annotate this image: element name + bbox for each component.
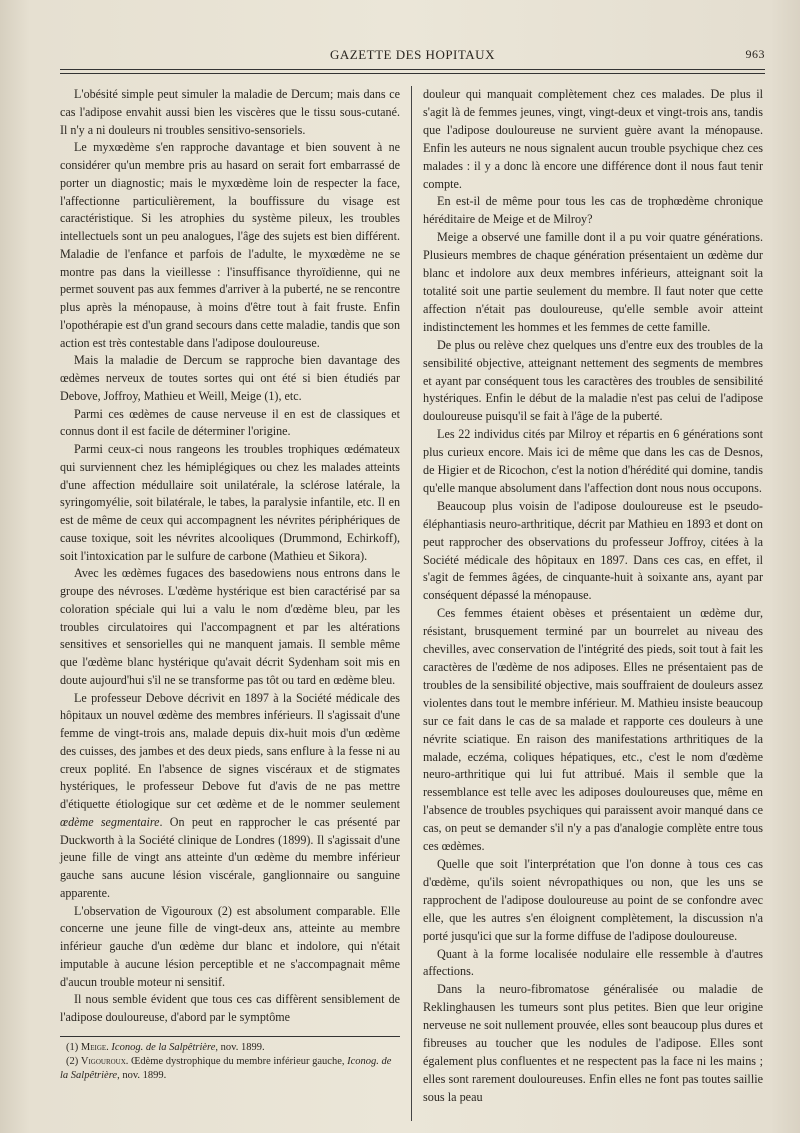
footnote-1 [60,1041,400,1055]
paragraph: Ces femmes étaient obèses et présentaient un œdème dur, résistant, brusquement terminé par un bourrelet au niveau des chevilles, avec conservation de l'intégrité des pieds, soit tout à fait les caractères de l'œdème de nos adiposes. Elles ne présentaient pas de troubles de la sensibilité objective, mais souffraient de douleurs assez violentes dans tout le membre inférieur. M. Mathieu insiste beaucoup sur ce fait dans le cas de sa malade et rapporte ces douleurs à une névrite sciatique. En raison des manifestations arthritiques de la malade, eczéma, coliques hépatiques, etc., c'est le nom d'œdème neuro-arthritique qui lui fut attribué. Mais il semble que la ressemblance est telle avec les adiposes douloureuses que, même en l'absence de troubles psychiques qui paraissent avoir manqué dans ce cas, on peut se demander s'il n'y a pas d'analogie complète entre tous ces œdèmes. [423,606,763,854]
footnote-author: Vigouroux. [80,1056,129,1067]
paragraph: En est-il de même pour tous les cas de trophœdème chronique héréditaire de Meige et de Milroy? [423,194,763,227]
footnote-text: Œdème dystrophique du membre inférieur gauche, [131,1056,345,1067]
paragraph: Quant à la forme localisée nodulaire elle ressemble à d'autres affections. [423,946,763,979]
footnotes [60,1041,400,1083]
column-divider [411,86,412,1121]
right-column [423,86,763,1107]
footnote-title: Iconog. de la Salpêtrière [111,1042,216,1053]
paragraph: Parmi ceux-ci nous rangeons les troubles trophiques œdémateux qui surviennent chez les hémiplégiques ou chez les malades atteints d'une affection médullaire soit unilatérale, la sclérose latérale, la syringomyélie, soit bilatérale, le tabes, la paralysie infantile, etc. Il en est de même de ceux qui accompagnent les névrites périphériques de cause toxique, soit les névrites alcooliques (Drummond, Echirkoff), soit l'intoxication par le sulfure de carbone (Mathieu et Sikora). [60,442,400,563]
page-header [60,47,765,67]
footnote-number: (2) [66,1056,79,1067]
header-rule-thick [60,69,765,70]
paragraph-text: Le professeur Debove décrivit en 1897 à la Société médicale des hôpitaux un nouvel œdème des membres inférieurs. Il s'agissait d'une femme de vingt-trois ans, malade depuis dix-huit mois d'un œdème des cuisses, des jambes et des deux pieds, sans enflure à la fesse ni au creux poplité. En l'absence de signes viscéraux et de stigmates hystériques, le professeur Debove fut d'avis de ne pas mettre d'étiquette étiologique sur cet œdème et de le nommer seulement [60,690,400,811]
paragraph: Meige a observé une famille dont il a pu voir quatre générations. Plusieurs membres de chaque génération présentaient un œdème dur blanc et indolore aux deux membres inférieurs, atteignant soit la totalité soit une partie seulement du membre. Il faut noter que cette affection n'était pas douloureuse, qu'elle semble avoir atteint indistinctement les hommes et les femmes de cette famille. [423,230,763,334]
paragraph: Le myxœdème s'en rapproche davantage et bien souvent à ne considérer qu'un membre pris au hasard on serait fort embarrassé de porter un diagnostic; mais le myxœdème loin de respecter la face, l'affectionne particulièrement, la bouffissure du visage est caractéristique. Si les atrophies du système pileux, les troubles intellectuels sont un peu analogues, l'âge des sujets est bien différent. Maladie de l'enfance et parfois de l'adulte, le myxœdème ne se montre pas dans la vieillesse : l'insuffisance thyroïdienne, qui ne permet souvent pas aux femmes d'arriver à la puberté, ne se rencontre plus après la ménopause, à moins d'être tout à fait fruste. Enfin l'opothérapie est d'un grand secours dans cette maladie, tandis que son action est très contestable dans l'adipose douloureuse. [60,140,400,350]
header-rule-thin [60,73,765,74]
paragraph: De plus ou relève chez quelques uns d'entre eux des troubles de la sensibilité objective, atteignant nettement des segments de membres et ayant par conséquent tous les caractères des troubles de sensibilité hystériques. Enfin le début de la maladie n'est pas celui de l'adipose douloureuse puisqu'il se fait à l'âge de la puberté. [423,337,763,424]
paragraph: douleur qui manquait complètement chez ces malades. De plus il s'agit là de femmes jeunes, vingt, vingt-deux et vingt-trois ans, tandis que l'adipose douloureuse ne survient guère avant la ménopause. Enfin les auteurs ne nous signalent aucun trouble psychique chez ces malades : il y a donc là encore une différence dont il nous faut tenir compte. [423,87,763,191]
footnote-2 [60,1055,400,1083]
left-column [60,86,400,1027]
footnote-author: Meige. [80,1042,109,1053]
paragraph: L'observation de Vigouroux (2) est absolument comparable. Elle concerne une jeune fille de vingt-deux ans, atteinte au membre inférieur gauche d'un œdème dur blanc et indolore, qui n'était imputable à aucune lésion perceptible et ne s'accompagnait même d'aucun trouble moteur ni sensitif. [60,903,400,989]
footnote-number: (1) [66,1042,79,1053]
paragraph-text: . On peut en rapprocher le cas présenté par Duckworth à la Société clinique de Londres (1899). Il s'agissait d'une jeune fille de vingt ans atteinte d'un œdème du membre inférieur gauche sans aucune lésion viscérale, ganglionnaire ou sanguine apparente. [60,814,400,900]
journal-title: GAZETTE DES HOPITAUX [330,47,495,62]
paragraph: L'obésité simple peut simuler la maladie de Dercum; mais dans ce cas l'adipose envahit aussi bien les viscères que le tissu sous-cutané. Il n'y a ni douleurs ni troubles sensitivo-sensoriels. [60,87,400,137]
paragraph: Mais la maladie de Dercum se rapproche bien davantage des œdèmes nerveux de toutes sortes qui ont été si bien étudiés par Debove, Joffroy, Mathieu et Weill, Meige (1), etc. [60,353,400,403]
page-number: 963 [745,47,765,61]
paragraph: Quelle que soit l'interprétation que l'on donne à tous ces cas d'œdème, qu'ils soient névropathiques ou non, que les uns se rapprochent de l'adipose douloureuse au point de se confondre avec elle, que les autres s'en éloignent complètement, la discussion n'a porté jusqu'ici que sur la forme diffuse de l'adipose douloureuse. [423,856,763,943]
paragraph: Parmi ces œdèmes de cause nerveuse il en est de classiques et connus dont il est facile de déterminer l'origine. [60,406,400,439]
paragraph: Beaucoup plus voisin de l'adipose douloureuse est le pseudo-éléphantiasis neuro-arthritique, décrit par Mathieu en 1893 et dont on peut rapprocher des observations du professeur Joffroy, citées à la Société médicale des hôpitaux en 1897. Dans ces cas, en effet, il s'agit de femmes âgées, de cinquante-huit à soixante ans, ayant par conséquent dépassé la ménopause. [423,498,763,603]
paragraph: Il nous semble évident que tous ces cas diffèrent sensiblement de l'adipose douloureuse, d'abord par le symptôme [60,992,400,1024]
footnote-text: , nov. 1899. [117,1070,167,1081]
footnote-rule [60,1036,400,1037]
italic-term: œdème segmentaire [60,814,160,829]
footnote-title: Iconog. de la Salpêtrière [60,1056,392,1081]
footnote-text: , nov. 1899. [215,1042,265,1053]
paragraph: Avec les œdèmes fugaces des basedowiens nous entrons dans le groupe des névroses. L'œdème hystérique est bien caractérisé par sa coloration spéciale qui lui a valu le nom d'œdème bleu, par les troubles circulatoires qui l'accompagnent et par les altérations sensitives et sensorielles qui ne manquent jamais. Il semble même que l'œdème blanc hystérique qu'avait décrit Sydenham soit mis en doute aujourd'hui s'il ne se transforme pas tôt ou tard en œdème bleu. [60,566,400,687]
paragraph: Les 22 individus cités par Milroy et répartis en 6 générations sont plus curieux encore. Mais ici de même que dans les cas de Desnos, de Higier et de Ricochon, c'est la notion d'hérédité qui domine, tandis qu'elle manque absolument dans l'affection dont nous nous occupons. [423,427,763,495]
paragraph: Dans la neuro-fibromatose généralisée ou maladie de Reklinghausen les tumeurs sont plus petites. Bien que leur origine nerveuse ne soit nullement prouvée, elles sont beaucoup plus dures et fibreuses au toucher que les nodules de l'adipose. Elles sont également plus confluentes et ne respectent pas la face ni les mains ; elles sont rarement douloureuses. Enfin elles ne font pas toutes saillie sous la peau [423,982,763,1104]
paragraph [60,690,400,903]
